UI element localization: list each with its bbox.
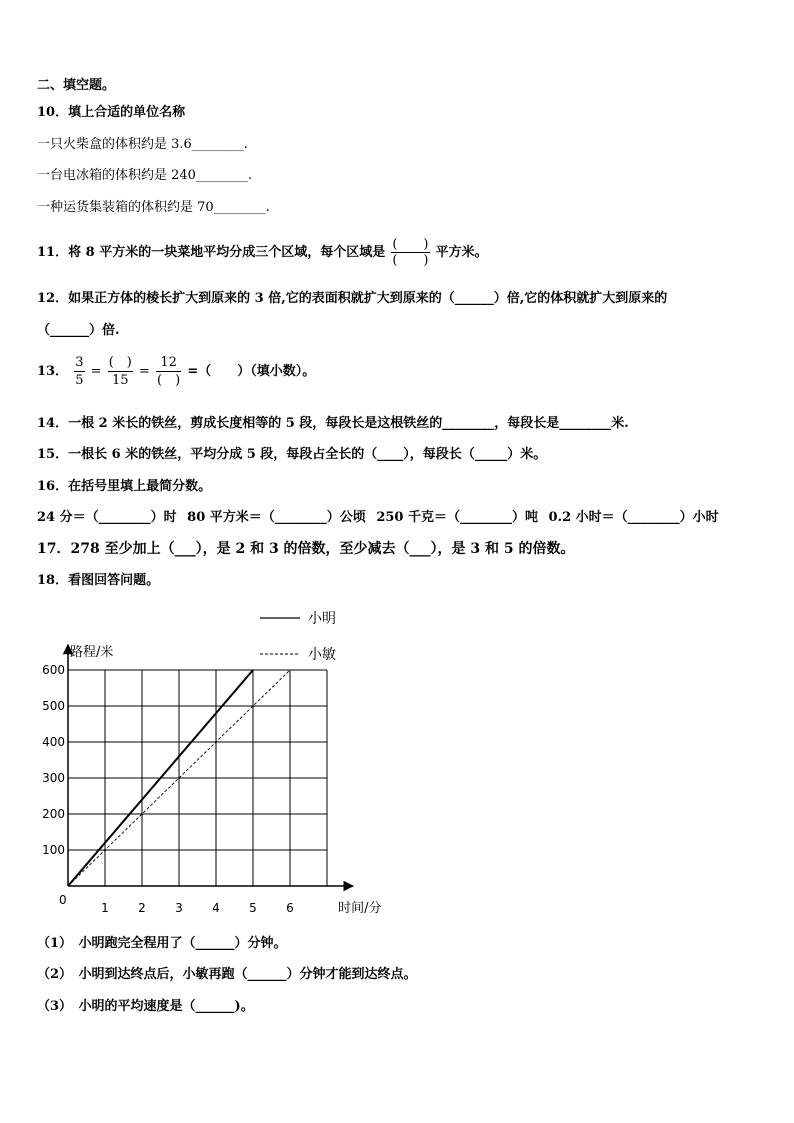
q18-stem: 18．看图回答问题。: [37, 573, 160, 588]
q13-frac1-den: 5: [75, 373, 84, 388]
q17: 17．278 至少加上（___），是 2 和 3 的倍数，至少减去（___），是 3 和 5 的倍数。: [37, 541, 575, 557]
q18-sub1: （1） 小明跑完全程用了（______）分钟。: [37, 936, 287, 951]
q16-stem: 16．在括号里填上最简分数。: [37, 479, 212, 494]
q13-eq1: =: [90, 364, 102, 379]
distance-time-chart: [30, 600, 400, 925]
q13-frac1: [74, 354, 84, 389]
x-tick-label: 4: [212, 901, 220, 915]
x-tick-label: 3: [175, 901, 183, 915]
q12-line2: （______）倍.: [37, 323, 120, 338]
x-tick-label: 1: [101, 901, 109, 915]
legend-label: 小明: [308, 611, 336, 627]
q13: [37, 352, 315, 392]
q10-item-c: 一种运货集装箱的体积约是 70________.: [37, 200, 270, 215]
x-tick-label: 6: [286, 901, 294, 915]
y-axis-label: 路程/米: [70, 645, 114, 660]
q13-frac3: [156, 354, 181, 389]
y-tick-label: 300: [42, 771, 65, 785]
chart-grid: [68, 670, 327, 886]
q11: [37, 236, 488, 270]
q18-sub3: （3） 小明的平均速度是（______)。: [37, 999, 254, 1014]
q13-frac2: [108, 354, 133, 389]
y-tick-label: 200: [42, 807, 65, 821]
y-tick-label: 100: [42, 843, 65, 857]
q18-sub2: （2） 小明到达终点后，小敏再跑（______）分钟才能到达终点。: [37, 967, 417, 982]
q16-item-1: 24 分＝（________）时: [37, 510, 177, 525]
q11-frac-den: ( ): [392, 253, 429, 268]
q13-frac2-num: ( ): [108, 355, 132, 370]
q11-tail: 平方米。: [435, 245, 488, 260]
q10-item-b: 一台电冰箱的体积约是 240________.: [37, 168, 253, 183]
q15: 15．一根长 6 米的铁丝，平均分成 5 段，每段占全长的（____），每段长（_____）米。: [37, 447, 547, 462]
x-tick-label: 2: [138, 901, 146, 915]
q16-items: [37, 509, 719, 527]
q10-item-a: 一只火柴盒的体积约是 3.6________.: [37, 137, 248, 152]
q13-frac1-num: 3: [75, 355, 84, 370]
q14: 14．一根 2 米长的铁丝，剪成长度相等的 5 段，每段长是这根铁丝的________，每段长是________米.: [37, 416, 629, 431]
q16-item-3: 250 千克＝（________）吨: [376, 510, 538, 525]
x-tick-label: 5: [249, 901, 257, 915]
q11-frac-num: ( ): [392, 237, 429, 252]
q13-label: 13．: [37, 364, 69, 379]
q13-frac3-den: ( ): [157, 373, 181, 388]
section-title: 二、填空题。: [37, 78, 116, 93]
q13-eq2: =: [139, 364, 150, 379]
q12-line1: 12．如果正方体的棱长扩大到原来的 3 倍,它的表面积就扩大到原来的（______）倍,它的体积就扩大到原来的: [37, 291, 668, 306]
y-tick-label: 600: [42, 663, 65, 677]
q11-fraction: [391, 237, 429, 268]
q16-item-2: 80 平方米＝（________）公顷: [187, 510, 366, 525]
q11-text: 11．将 8 平方米的一块菜地平均分成三个区域，每个区域是: [37, 245, 386, 260]
q13-frac3-num: 12: [156, 354, 181, 372]
q10-stem: 10．填上合适的单位名称: [37, 105, 186, 120]
q16-item-4: 0.2 小时＝（________）小时: [548, 510, 719, 525]
q13-frac2-den: 15: [112, 373, 129, 388]
y-tick-label: 500: [42, 699, 65, 713]
origin-label: 0: [59, 893, 67, 907]
x-axis-label: 时间/分: [338, 901, 382, 916]
q13-tail: =（ ）（填小数）。: [187, 364, 316, 379]
legend-label: 小敏: [308, 647, 336, 663]
y-tick-label: 400: [42, 735, 65, 749]
